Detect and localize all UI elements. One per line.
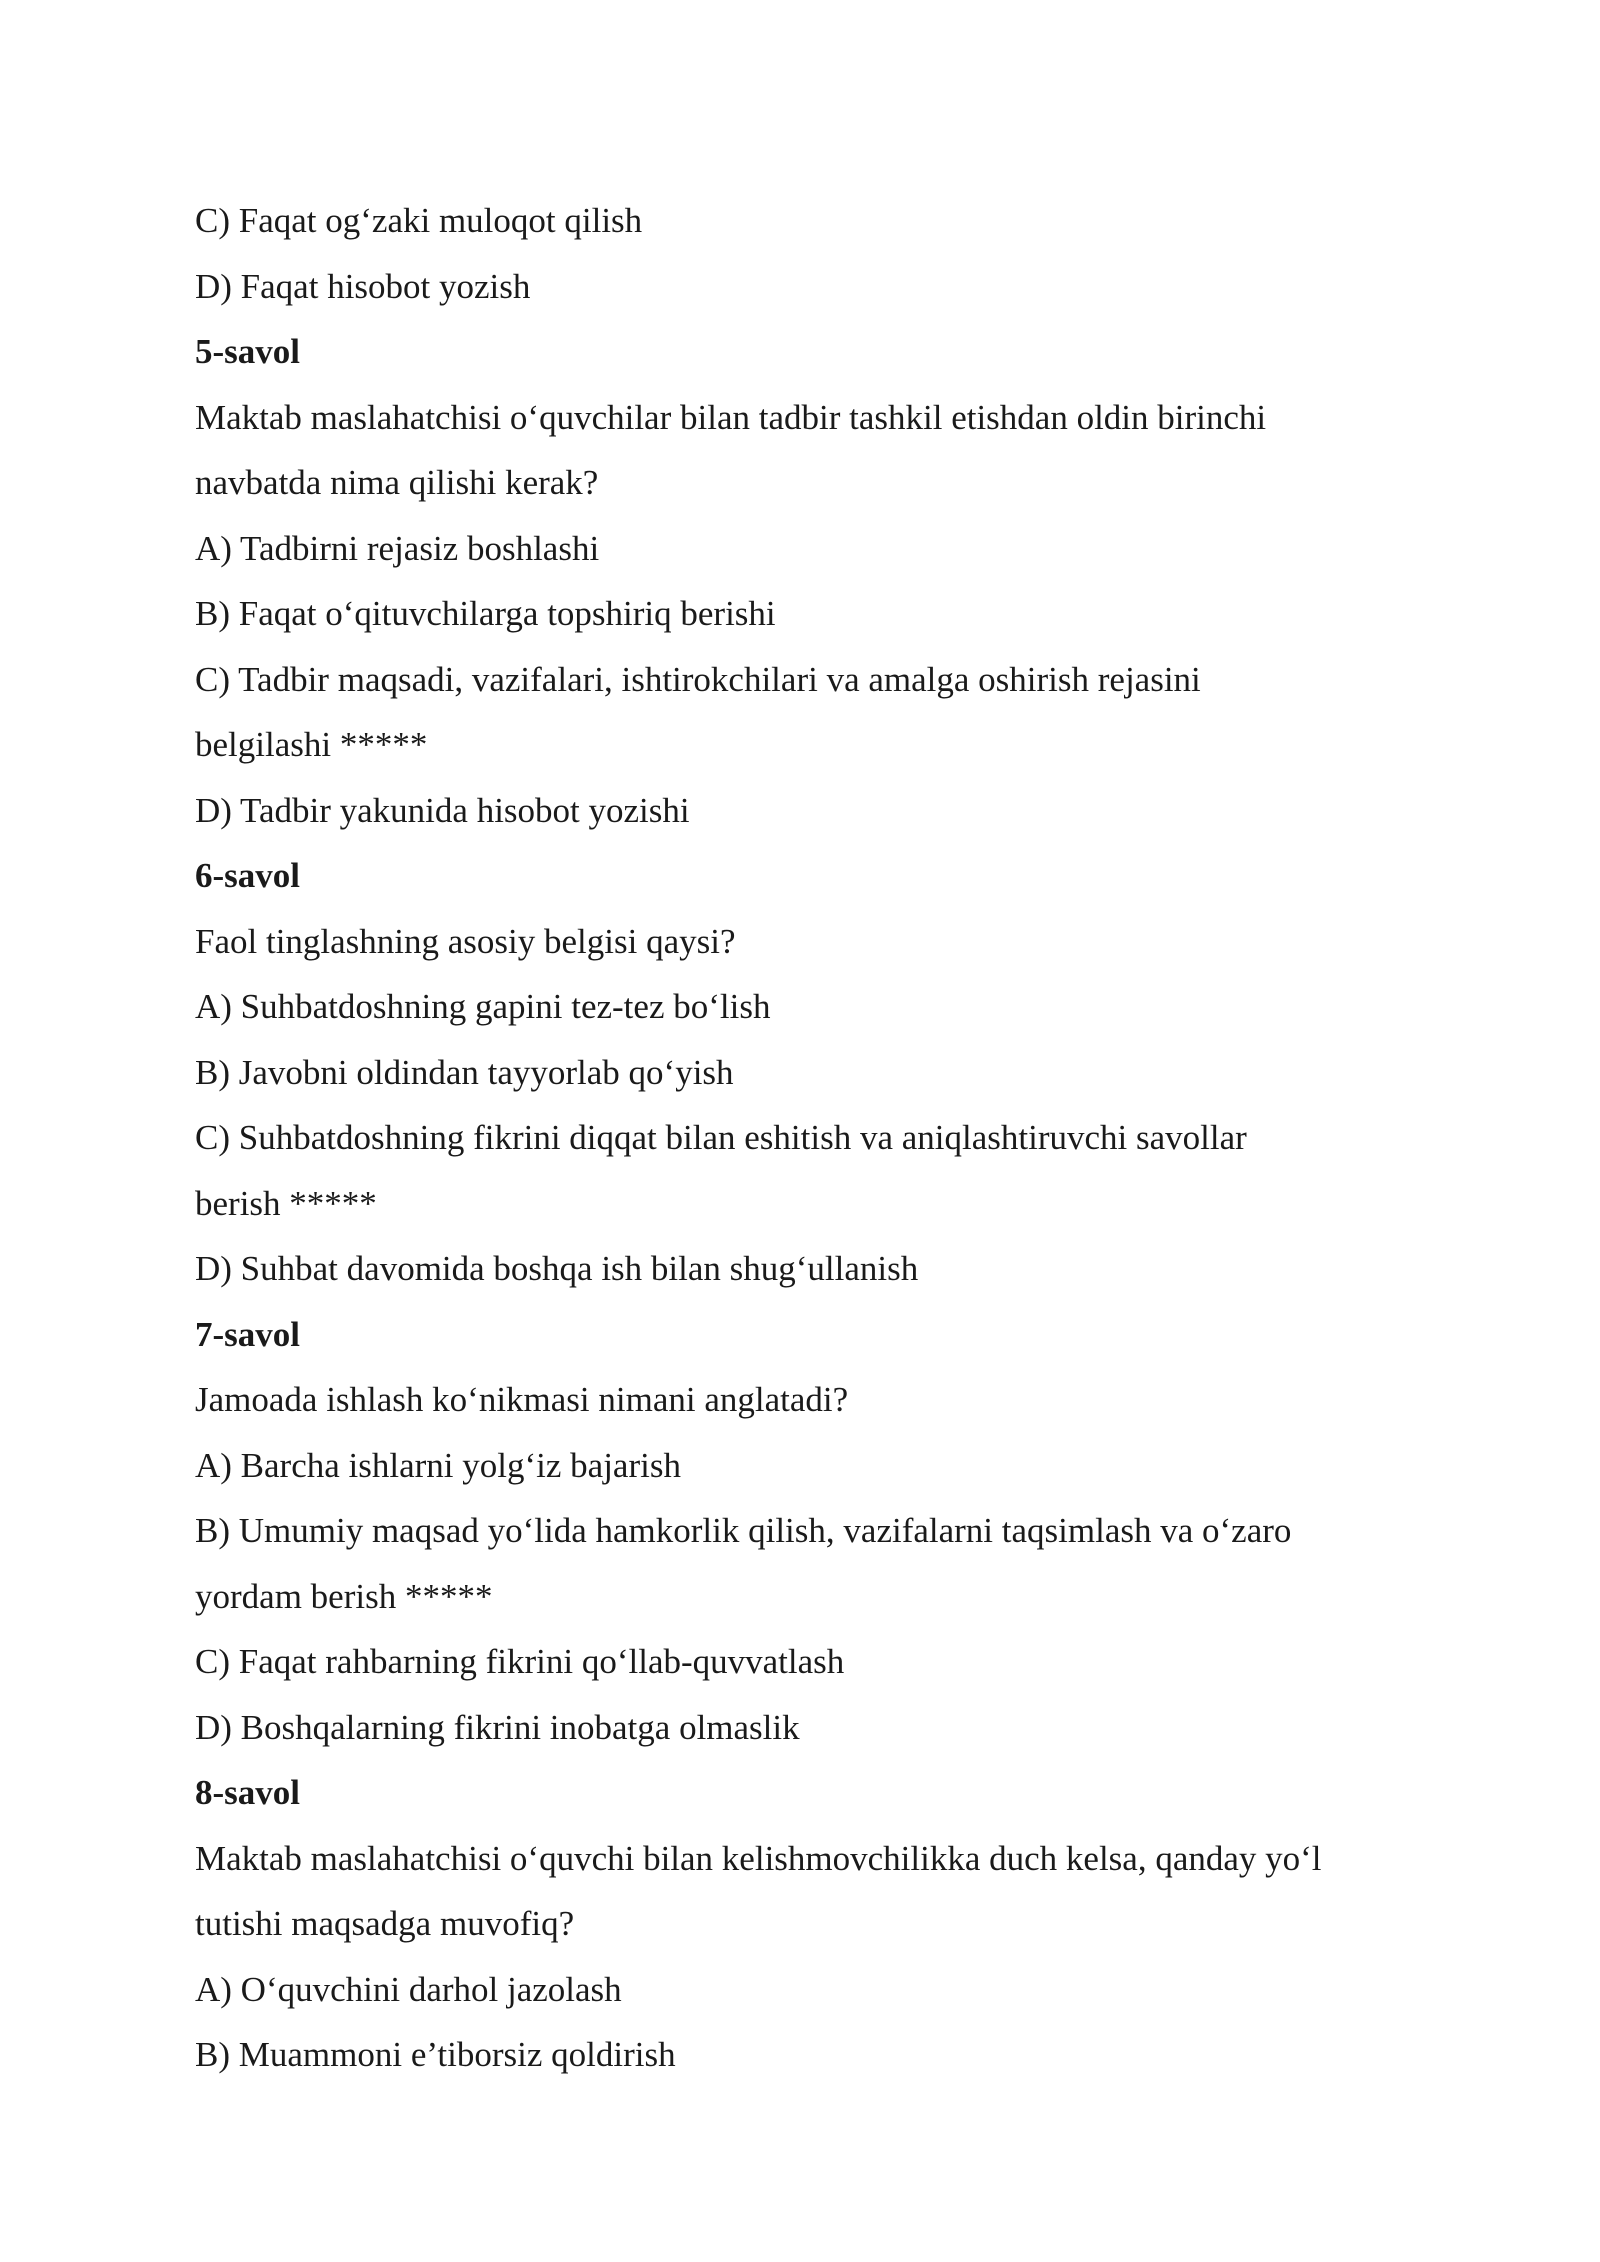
- answer-option-a: A) Tadbirni rejasiz boshlashi: [195, 528, 600, 568]
- answer-option-b-continued: yordam berish *****: [195, 1576, 493, 1616]
- question-heading: 5-savol: [195, 332, 300, 371]
- answer-option-c: C) Suhbatdoshning fikrini diqqat bilan eshitish va aniqlashtiruvchi savollar: [195, 1118, 1247, 1157]
- question-text: Jamoada ishlash ko‘nikmasi nimani anglatadi?: [195, 1380, 849, 1419]
- answer-option-b: B) Faqat o‘qituvchilarga topshiriq berishi: [195, 594, 776, 633]
- answer-option-b: B) Javobni oldindan tayyorlab qo‘yish: [195, 1052, 734, 1092]
- document-body: [195, 188, 1425, 2088]
- answer-option-a: A) Suhbatdoshning gapini tez-tez bo‘lish: [195, 987, 771, 1026]
- answer-option-b: B) Muammoni e’tiborsiz qoldirish: [195, 2035, 676, 2074]
- answer-option-d: D) Faqat hisobot yozish: [195, 266, 531, 306]
- question-text: tutishi maqsadga muvofiq?: [195, 1904, 575, 1943]
- answer-option-c: C) Tadbir maqsadi, vazifalari, ishtirokchilari va amalga oshirish rejasini: [195, 659, 1201, 699]
- answer-option-d: D) Tadbir yakunida hisobot yozishi: [195, 790, 690, 830]
- answer-option-d: D) Suhbat davomida boshqa ish bilan shug‘ullanish: [195, 1249, 919, 1288]
- question-text: Maktab maslahatchisi o‘quvchi bilan kelishmovchilikka duch kelsa, qanday yo‘l: [195, 1838, 1322, 1878]
- answer-option-a: A) Barcha ishlarni yolg‘iz bajarish: [195, 1445, 681, 1485]
- answer-option-b: B) Umumiy maqsad yo‘lida hamkorlik qilish, vazifalarni taqsimlash va o‘zaro: [195, 1511, 1292, 1550]
- question-text: Maktab maslahatchisi o‘quvchilar bilan tadbir tashkil etishdan oldin birinchi: [195, 397, 1267, 437]
- question-heading: 7-savol: [195, 1314, 300, 1354]
- answer-option-c: C) Faqat og‘zaki muloqot qilish: [195, 201, 643, 240]
- answer-option-a: A) O‘quvchini darhol jazolash: [195, 1969, 622, 2009]
- question-text: Faol tinglashning asosiy belgisi qaysi?: [195, 921, 736, 961]
- answer-option-c-continued: berish *****: [195, 1183, 377, 1223]
- question-text: navbatda nima qilishi kerak?: [195, 463, 599, 502]
- answer-option-c-continued: belgilashi *****: [195, 725, 428, 764]
- answer-option-c: C) Faqat rahbarning fikrini qo‘llab-quvvatlash: [195, 1642, 845, 1681]
- answer-option-d: D) Boshqalarning fikrini inobatga olmaslik: [195, 1707, 800, 1747]
- question-heading: 6-savol: [195, 856, 300, 895]
- question-heading: 8-savol: [195, 1773, 300, 1812]
